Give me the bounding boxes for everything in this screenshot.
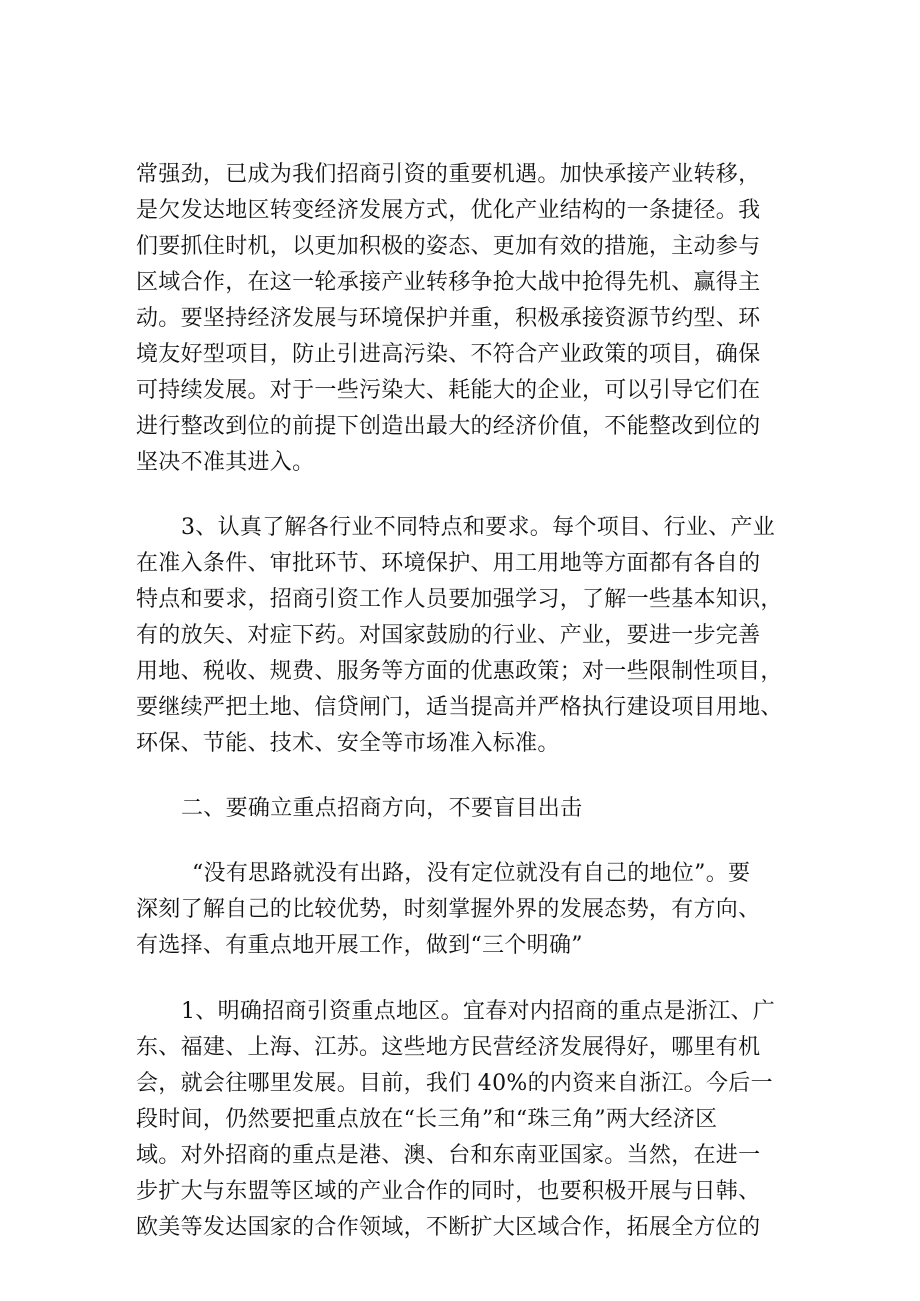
paragraph-2-line-4: 有的放矢、对症下药。对国家鼓励的行业、产业，要进一步完善	[136, 623, 761, 648]
section-heading: 二、要确立重点招商方向，不要盲目出击	[181, 796, 583, 821]
paragraph-1-line-5: 动。要坚持经济发展与环境保护并重，积极承接资源节约型、环	[136, 306, 761, 331]
paragraph-3-line-2: 深刻了解自己的比较优势，时刻掌握外界的发展态势，有方向、	[136, 897, 761, 922]
paragraph-4-line-6: 步扩大与东盟等区域的产业合作的同时，也要积极开展与日韩、	[136, 1179, 761, 1204]
paragraph-1-line-1: 常强劲，已成为我们招商引资的重要机遇。加快承接产业转移，	[136, 162, 761, 187]
paragraph-1-line-6: 境友好型项目，防止引进高污染、不符合产业政策的项目，确保	[136, 342, 761, 367]
paragraph-4-line-3: 会，就会往哪里发展。目前，我们 40%的内资来自浙江。今后一	[136, 1071, 773, 1096]
paragraph-1-line-9: 坚决不准其进入。	[136, 450, 315, 475]
paragraph-2-line-7: 环保、节能、技术、安全等市场准入标准。	[136, 731, 560, 756]
paragraph-2-line-6: 要继续严把土地、信贷闸门，适当提高并严格执行建设项目用地、	[136, 695, 783, 720]
paragraph-3-line-1: “没有思路就没有出路，没有定位就没有自己的地位”。要	[192, 861, 751, 886]
paragraph-3-line-3: 有选择、有重点地开展工作，做到“三个明确”	[136, 933, 583, 958]
paragraph-4-line-5: 域。对外招商的重点是港、澳、台和东南亚国家。当然，在进一	[136, 1143, 761, 1168]
paragraph-2-line-3: 特点和要求，招商引资工作人员要加强学习，了解一些基本知识，	[136, 587, 783, 612]
paragraph-2-line-1: 3、认真了解各行业不同特点和要求。每个项目、行业、产业	[181, 515, 776, 540]
paragraph-1-line-3: 们要抓住时机，以更加积极的姿态、更加有效的措施，主动参与	[136, 234, 761, 259]
paragraph-1-line-7: 可持续发展。对于一些污染大、耗能大的企业，可以引导它们在	[136, 378, 761, 403]
paragraph-2-line-2: 在准入条件、审批环节、环境保护、用工用地等方面都有各自的	[136, 551, 761, 576]
paragraph-1-line-8: 进行整改到位的前提下创造出最大的经济价值，不能整改到位的	[136, 414, 761, 439]
paragraph-1-line-2: 是欠发达地区转变经济发展方式，优化产业结构的一条捷径。我	[136, 198, 761, 223]
paragraph-4-line-2: 东、福建、上海、江苏。这些地方民营经济发展得好，哪里有机	[136, 1035, 761, 1060]
paragraph-2-line-5: 用地、税收、规费、服务等方面的优惠政策；对一些限制性项目，	[136, 659, 783, 684]
paragraph-4-line-1: 1、明确招商引资重点地区。宜春对内招商的重点是浙江、广	[181, 999, 776, 1024]
paragraph-1-line-4: 区域合作，在这一轮承接产业转移争抢大战中抢得先机、赢得主	[136, 270, 761, 295]
paragraph-4-line-7: 欧美等发达国家的合作领域，不断扩大区域合作，拓展全方位的	[136, 1215, 761, 1240]
paragraph-4-line-4: 段时间，仍然要把重点放在“长三角”和“珠三角”两大经济区	[136, 1107, 718, 1132]
